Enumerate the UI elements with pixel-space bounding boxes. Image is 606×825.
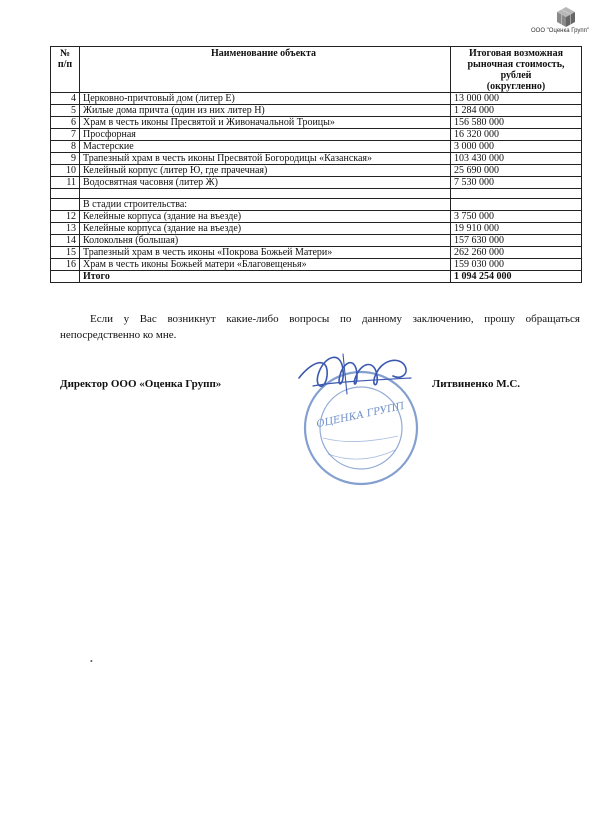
cell-name: Водосвятная часовня (литер Ж)	[80, 177, 451, 189]
header-num: № п/п	[51, 47, 80, 93]
valuation-table	[50, 46, 582, 283]
stray-mark: •	[90, 657, 93, 666]
cell-num: 15	[51, 247, 80, 259]
cell-num: 16	[51, 259, 80, 271]
director-label: Директор ООО «Оценка Групп»	[60, 378, 222, 390]
cell-value: 7 530 000	[451, 177, 582, 189]
table-row	[51, 105, 582, 117]
header-name: Наименование объекта	[80, 47, 451, 93]
table-row	[51, 177, 582, 189]
cell-num: 13	[51, 223, 80, 235]
cell-value: 262 260 000	[451, 247, 582, 259]
table-row	[51, 93, 582, 105]
cell-name: Келейный корпус (литер Ю, где прачечная)	[80, 165, 451, 177]
cell-value: 25 690 000	[451, 165, 582, 177]
cell-name: Храм в честь иконы Божьей матери «Благовещенья»	[80, 259, 451, 271]
section-row	[51, 199, 582, 211]
cell-value: 13 000 000	[451, 93, 582, 105]
table-row	[51, 141, 582, 153]
table-row	[51, 189, 582, 199]
signer-name: Литвиненко М.С.	[432, 378, 521, 390]
total-value: 1 094 254 000	[451, 271, 582, 283]
cell-name: Колокольня (большая)	[80, 235, 451, 247]
table-body	[51, 93, 582, 189]
table-row	[51, 223, 582, 235]
cell-name: Мастерские	[80, 141, 451, 153]
table-row	[51, 153, 582, 165]
cell-value: 103 430 000	[451, 153, 582, 165]
cell-num: 14	[51, 235, 80, 247]
cell-name: Келейные корпуса (здание на въезде)	[80, 223, 451, 235]
cell-name: Просфорная	[80, 129, 451, 141]
cell-value: 19 910 000	[451, 223, 582, 235]
cell-num: 12	[51, 211, 80, 223]
cell-value: 159 030 000	[451, 259, 582, 271]
cell-value: 157 630 000	[451, 235, 582, 247]
header-value: Итоговая возможная рыночная стоимость, рублей (округленно)	[451, 47, 582, 93]
cell-name: Жилые дома причта (один из них литер Н)	[80, 105, 451, 117]
cell-value: 156 580 000	[451, 117, 582, 129]
total-label: Итого	[80, 271, 451, 283]
cell-num: 5	[51, 105, 80, 117]
table-row	[51, 235, 582, 247]
table-row	[51, 247, 582, 259]
company-caption: ООО "Оценка Групп"	[531, 28, 590, 34]
total-row	[51, 271, 582, 283]
table-row	[51, 117, 582, 129]
table-row	[51, 129, 582, 141]
table-row	[51, 259, 582, 271]
cell-value: 16 320 000	[451, 129, 582, 141]
construction-body	[51, 211, 582, 271]
closing-paragraph: Если у Вас возникнут какие-либо вопросы по данному заключению, прошу обращаться непосредственно ко мне.	[60, 313, 580, 341]
cell-name: Трапезный храм в честь иконы Пресвятой Богородицы «Казанская»	[80, 153, 451, 165]
cell-num: 8	[51, 141, 80, 153]
cell-name: Келейные корпуса (здание на въезде)	[80, 211, 451, 223]
cell-num: 4	[51, 93, 80, 105]
cell-num: 10	[51, 165, 80, 177]
stamp-text: ОЦЕНКА ГРУПП	[315, 400, 406, 431]
cell-num: 11	[51, 177, 80, 189]
cell-value: 3 750 000	[451, 211, 582, 223]
cell-value: 1 284 000	[451, 105, 582, 117]
company-logo-icon	[556, 6, 576, 28]
section-label: В стадии строительства:	[80, 199, 451, 211]
cell-name: Церковно-причтовый дом (литер Е)	[80, 93, 451, 105]
cell-num: 6	[51, 117, 80, 129]
cell-num: 7	[51, 129, 80, 141]
stamp-and-signature-icon	[283, 346, 433, 491]
cell-num: 9	[51, 153, 80, 165]
table-header-row	[51, 47, 582, 93]
cell-name: Храм в честь иконы Пресвятой и Живоначальной Троицы»	[80, 117, 451, 129]
table-row	[51, 165, 582, 177]
cell-value: 3 000 000	[451, 141, 582, 153]
table-row	[51, 211, 582, 223]
cell-name: Трапезный храм в честь иконы «Покрова Божьей Матери»	[80, 247, 451, 259]
